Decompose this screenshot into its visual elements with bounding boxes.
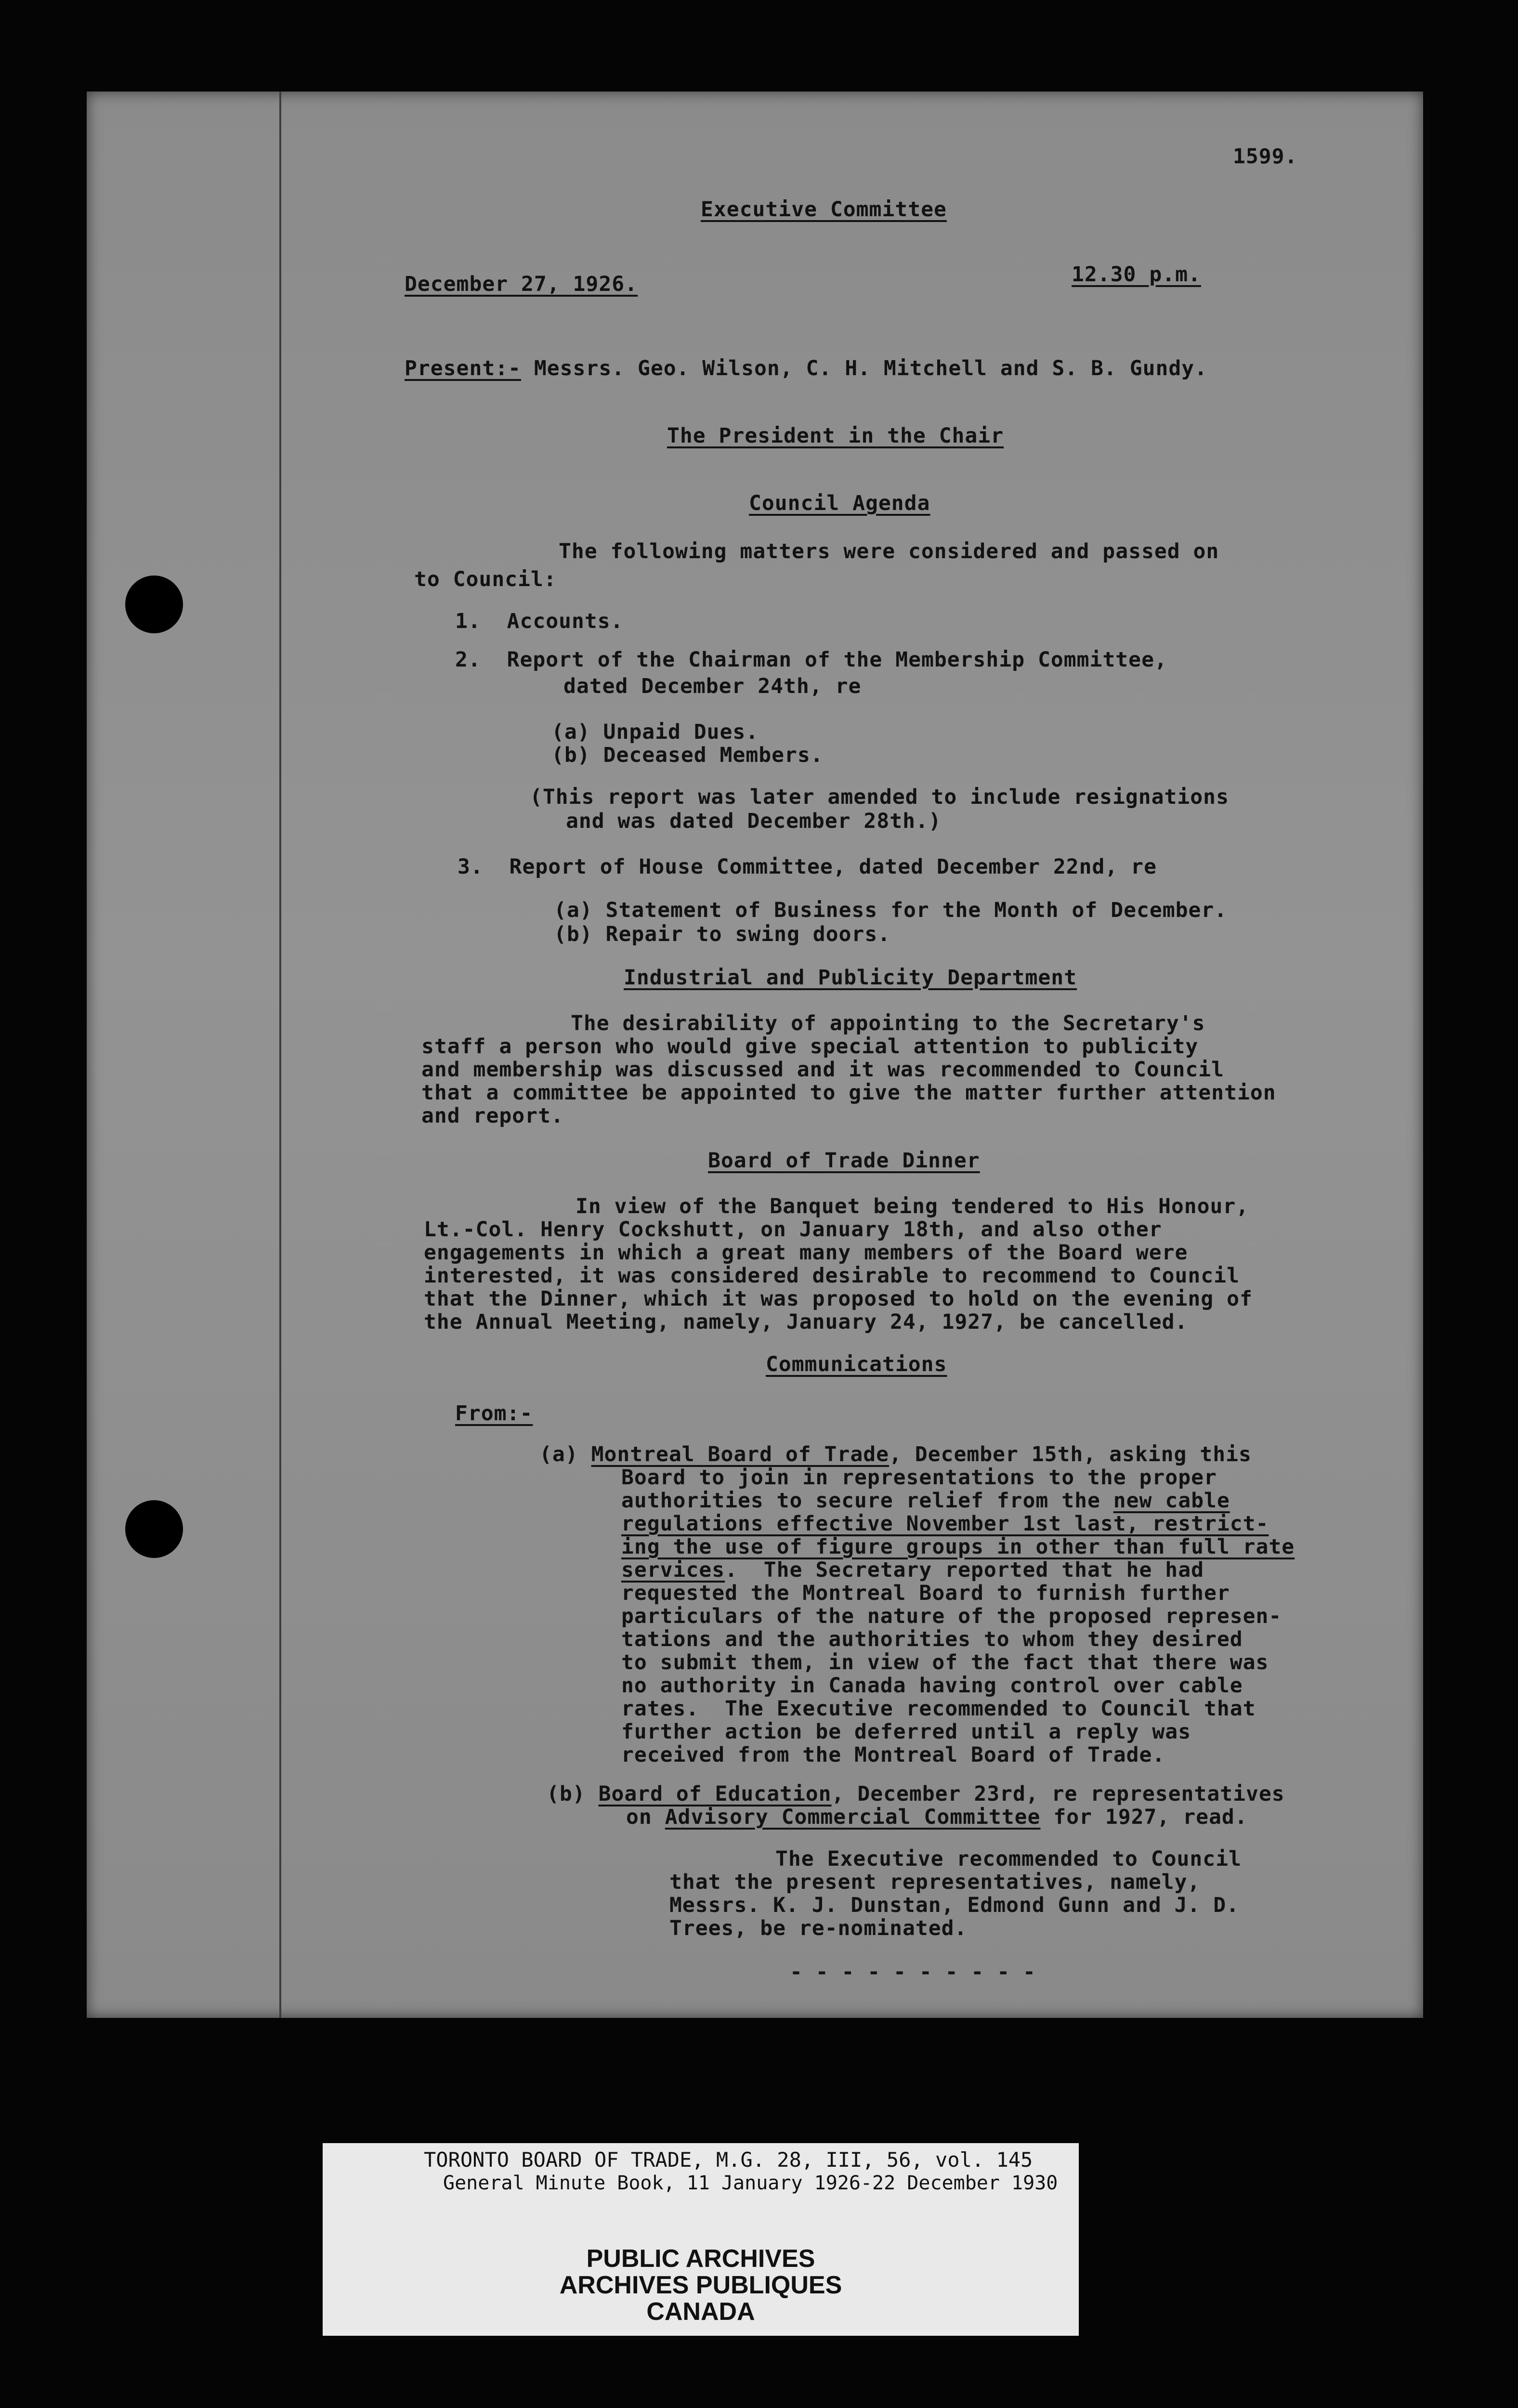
comm-a-line-2: Board to join in representations to the proper bbox=[621, 1466, 1217, 1490]
comm-b-line-2-rest: for 1927, read. bbox=[1040, 1805, 1248, 1829]
comm-a-line-6-u: services bbox=[621, 1558, 725, 1582]
page-title: Executive Committee bbox=[701, 197, 947, 222]
agenda-item-3a: (a) Statement of Business for the Month of December. bbox=[554, 898, 1228, 922]
comm-a-line-6 bbox=[621, 1558, 1204, 1582]
industrial-line-1: The desirability of appointing to the Secretary's bbox=[571, 1011, 1205, 1035]
comm-a-first-rest: , December 15th, asking this bbox=[889, 1442, 1252, 1466]
binder-hole-top bbox=[125, 576, 183, 633]
comm-b-line-1 bbox=[547, 1782, 1285, 1806]
page-number: 1599. bbox=[1233, 144, 1298, 169]
comm-a-rest-3: tations and the authorities to whom they desired bbox=[621, 1627, 1243, 1651]
label-line-1: TORONTO BOARD OF TRADE, M.G. 28, III, 56, vol. 145 bbox=[424, 2148, 1033, 2172]
comm-b-first-rest: , December 23rd, re representatives bbox=[831, 1782, 1285, 1806]
comm-a-line-6-rest: . The Secretary reported that he had bbox=[725, 1558, 1204, 1582]
present-line bbox=[405, 356, 1207, 380]
industrial-line-2: staff a person who would give special attention to publicity bbox=[421, 1034, 1199, 1059]
dinner-line-4: interested, it was considered desirable to recommend to Council bbox=[424, 1264, 1240, 1288]
meeting-date: December 27, 1926. bbox=[405, 272, 638, 296]
label-line-2: General Minute Book, 11 January 1926-22 December 1930 bbox=[443, 2172, 1058, 2194]
present-names: Messrs. Geo. Wilson, C. H. Mitchell and S. B. Gundy. bbox=[534, 356, 1208, 380]
comm-b-line-2 bbox=[626, 1805, 1248, 1829]
comm-b-line-2-u: Advisory Commercial Committee bbox=[665, 1805, 1041, 1829]
comm-a-rest-2: particulars of the nature of the proposed represen- bbox=[621, 1604, 1282, 1628]
margin-rule bbox=[279, 92, 281, 2018]
comm-a-line-4: regulations effective November 1st last, restrict- bbox=[621, 1512, 1269, 1536]
industrial-line-3: and membership was discussed and it was recommended to Council bbox=[421, 1058, 1225, 1082]
agenda-item-2-date: dated December 24th, re bbox=[563, 674, 862, 698]
agenda-item-2: 2. Report of the Chairman of the Membership Committee, bbox=[455, 648, 1167, 672]
dinner-line-3: engagements in which a great many members of the Board were bbox=[424, 1241, 1188, 1265]
end-mark: - - - - - - - - - - bbox=[790, 1960, 1036, 1984]
agenda-intro-2: to Council: bbox=[414, 567, 557, 591]
dinner-line-2: Lt.-Col. Henry Cockshutt, on January 18th, and also other bbox=[424, 1217, 1162, 1242]
comm-a-rest-5: no authority in Canada having control over cable bbox=[621, 1674, 1243, 1698]
dinner-line-6: the Annual Meeting, namely, January 24, 1927, be cancelled. bbox=[424, 1310, 1188, 1334]
agenda-item-2-note-1: (This report was later amended to include resignations bbox=[530, 785, 1229, 809]
comm-a-rest-7: further action be deferred until a reply was bbox=[621, 1720, 1191, 1744]
archive-label-card bbox=[323, 2143, 1079, 2336]
comm-a-rest-1: requested the Montreal Board to furnish further bbox=[621, 1581, 1230, 1605]
comm-a-rest-4: to submit them, in view of the fact that there was bbox=[621, 1650, 1269, 1675]
dinner-line-5: that the Dinner, which it was proposed to hold on the evening of bbox=[424, 1287, 1253, 1311]
comm-a-org: Montreal Board of Trade bbox=[591, 1442, 889, 1466]
archive-line-1: PUBLIC ARCHIVES bbox=[586, 2245, 815, 2273]
comm-b-rec-2: that the present representatives, namely, bbox=[669, 1870, 1201, 1894]
archive-line-2: ARCHIVES PUBLIQUES bbox=[559, 2271, 842, 2299]
comm-a-prefix: (a) bbox=[539, 1442, 578, 1466]
agenda-item-3b: (b) Repair to swing doors. bbox=[554, 922, 891, 946]
comm-a-rest-8: received from the Montreal Board of Trade. bbox=[621, 1743, 1165, 1767]
archive-line-3: CANADA bbox=[646, 2298, 755, 2326]
comm-a-line-1 bbox=[539, 1442, 1252, 1466]
comm-b-rec-4: Trees, be re-nominated. bbox=[669, 1916, 968, 1940]
comm-b-prefix: (b) bbox=[547, 1782, 586, 1806]
communications-heading: Communications bbox=[766, 1352, 947, 1376]
comm-a-rest-6: rates. The Executive recommended to Council that bbox=[621, 1697, 1256, 1721]
industrial-line-4: that a committee be appointed to give the matter further attention bbox=[421, 1081, 1276, 1105]
comm-b-line-2-pre: on bbox=[626, 1805, 665, 1829]
comm-b-rec-3: Messrs. K. J. Dunstan, Edmond Gunn and J. D. bbox=[669, 1893, 1240, 1917]
comm-b-rec-1: The Executive recommended to Council bbox=[775, 1847, 1242, 1871]
comm-a-line-3-pre: authorities to secure relief from the bbox=[621, 1489, 1113, 1513]
dinner-heading: Board of Trade Dinner bbox=[708, 1149, 980, 1173]
agenda-item-3: 3. Report of House Committee, dated December 22nd, re bbox=[458, 855, 1157, 879]
present-label: Present:- bbox=[405, 356, 521, 380]
chair-heading: The President in the Chair bbox=[667, 424, 1004, 448]
agenda-item-2b: (b) Deceased Members. bbox=[551, 743, 824, 767]
industrial-heading: Industrial and Publicity Department bbox=[624, 966, 1077, 990]
comm-a-line-5: ing the use of figure groups in other than full rate bbox=[621, 1535, 1295, 1559]
comm-a-line-3 bbox=[621, 1489, 1230, 1513]
comm-a-line-3-u: new cable bbox=[1113, 1489, 1230, 1513]
dinner-line-1: In view of the Banquet being tendered to His Honour, bbox=[576, 1194, 1249, 1218]
council-agenda-heading: Council Agenda bbox=[749, 491, 930, 515]
agenda-item-2a: (a) Unpaid Dues. bbox=[551, 720, 759, 744]
agenda-item-1: 1. Accounts. bbox=[455, 609, 624, 633]
from-label: From:- bbox=[455, 1401, 533, 1426]
agenda-intro-1: The following matters were considered and passed on bbox=[559, 539, 1219, 563]
meeting-time: 12.30 p.m. bbox=[1072, 262, 1201, 287]
industrial-line-5: and report. bbox=[421, 1104, 564, 1128]
comm-b-org: Board of Education bbox=[598, 1782, 832, 1806]
agenda-item-2-note-2: and was dated December 28th.) bbox=[566, 809, 942, 833]
binder-hole-bottom bbox=[125, 1500, 183, 1558]
